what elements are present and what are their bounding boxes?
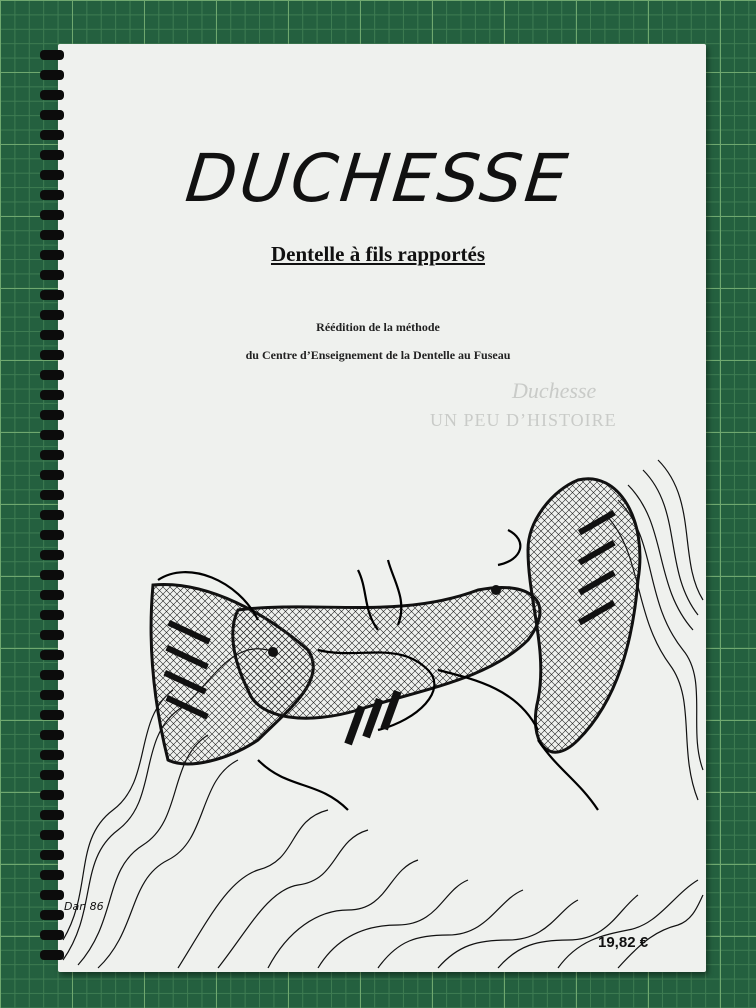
- cover-subtitle: Dentelle à fils rapportés: [270, 242, 486, 266]
- binding-ring: [40, 370, 64, 380]
- binding-ring: [40, 50, 64, 60]
- binding-ring: [40, 430, 64, 440]
- binding-ring: [40, 390, 64, 400]
- cover-title: DUCHESSE: [182, 140, 574, 217]
- lace-wing-right: [528, 479, 640, 752]
- lace-illustration: [58, 440, 706, 970]
- binding-ring: [40, 270, 64, 280]
- binding-ring: [40, 110, 64, 120]
- binding-ring: [40, 90, 64, 100]
- price-sticker: 19,82 €: [598, 934, 649, 951]
- cover-reedition-line: Réédition de la méthode: [316, 320, 440, 334]
- binding-ring: [40, 230, 64, 240]
- cover-centre-line: du Centre d’Enseignement de la Dentelle au Fuseau: [245, 348, 511, 362]
- binding-ring: [40, 290, 64, 300]
- binding-ring: [40, 70, 64, 80]
- bleed-through-title: Duchesse: [512, 378, 597, 403]
- bleed-through-subtitle: UN PEU D’HISTOIRE: [430, 410, 617, 430]
- binding-ring: [40, 310, 64, 320]
- artist-signature: Dan 86: [64, 900, 104, 913]
- binding-ring: [40, 410, 64, 420]
- binding-ring: [40, 130, 64, 140]
